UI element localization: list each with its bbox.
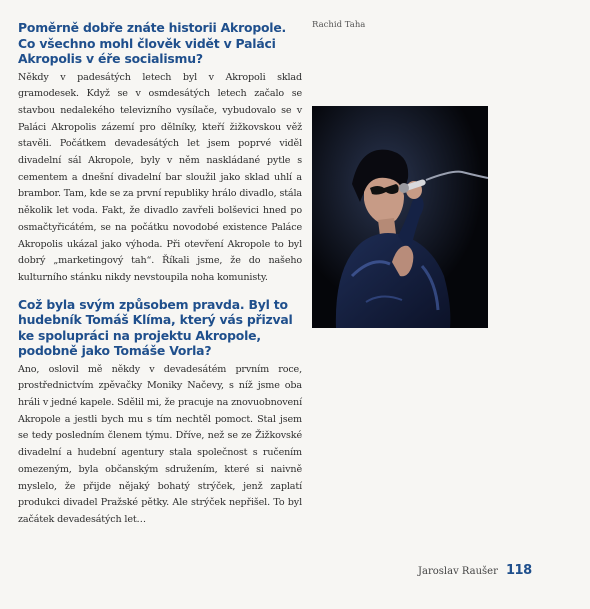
concert-photo (312, 106, 488, 328)
interview-question-1: Poměrně dobře znáte historii Akropole. Co všechno mohl člověk vidět v Paláci Akropolis v éře socialismu? (18, 20, 287, 66)
interview-answer-1: Někdy v padesátých letech byl v Akropoli sklad gramodesek. Když se v osmdesátých letech začalo se stavbou nedalekého televizního vysílače, vybudovalo se v Paláci Akropolis zázemí pro dělníky, kteří žižkovskou věž stavěli. Počátkem devadesátých let jsem poprvé viděl divadelní sál Akropole, byly v něm naskládané pytle s cementem a dnešní divadelní bar sloužil jako sklad uhlí a brambor. Tam, kde se za první republiky hrálo divadlo, stála několik let voda. Fakt, že divadlo zavřeli bolševici hned po osmačtyřicátém, se na počátku novodobé existence Paláce Akropolis ukázal jako výhoda. Při otevření Akropole to byl dobrý „marketingový tah“. Říkali jsme, že do našeho kulturního stánku nikdy nevstoupila noha komunisty. (18, 71, 302, 283)
interview-question-2: Což byla svým způsobem pravda. Byl to hudebník Tomáš Klíma, který vás přizval ke spolupráci na projektu Akropole, podobně jako Tomáše Vorla? (18, 296, 293, 359)
singer-silhouette (312, 106, 488, 328)
text-column (18, 20, 302, 539)
interview-answer-2: Ano, oslovil mě někdy v devadesátém prvním roce, prostřednictvím zpěvačky Moniky Načevy, s níž jsme oba hráli v jedné kapele. Sdělil mi, že pracuje na znovuobnovení Akropole a jestli bych mu s tím nechtěl pomoct. Stal jsem se tedy posledním členem týmu. Dříve, než se ze Žižkovské divadelní a hudební agentury stala společnost s ručením omezeným, byla občanským sdružením, které si naivně myslelo, že přijde nějaký bohatý strýček, jenž zaplatí produkci divadel Pražské pětky. Ale strýček nepřišel. To byl začátek devadesátých let… (18, 363, 302, 525)
footer-author: Jaroslav Raušer (418, 566, 498, 577)
page-number: 118 (506, 563, 532, 578)
photo-caption: Rachid Taha (312, 20, 366, 30)
